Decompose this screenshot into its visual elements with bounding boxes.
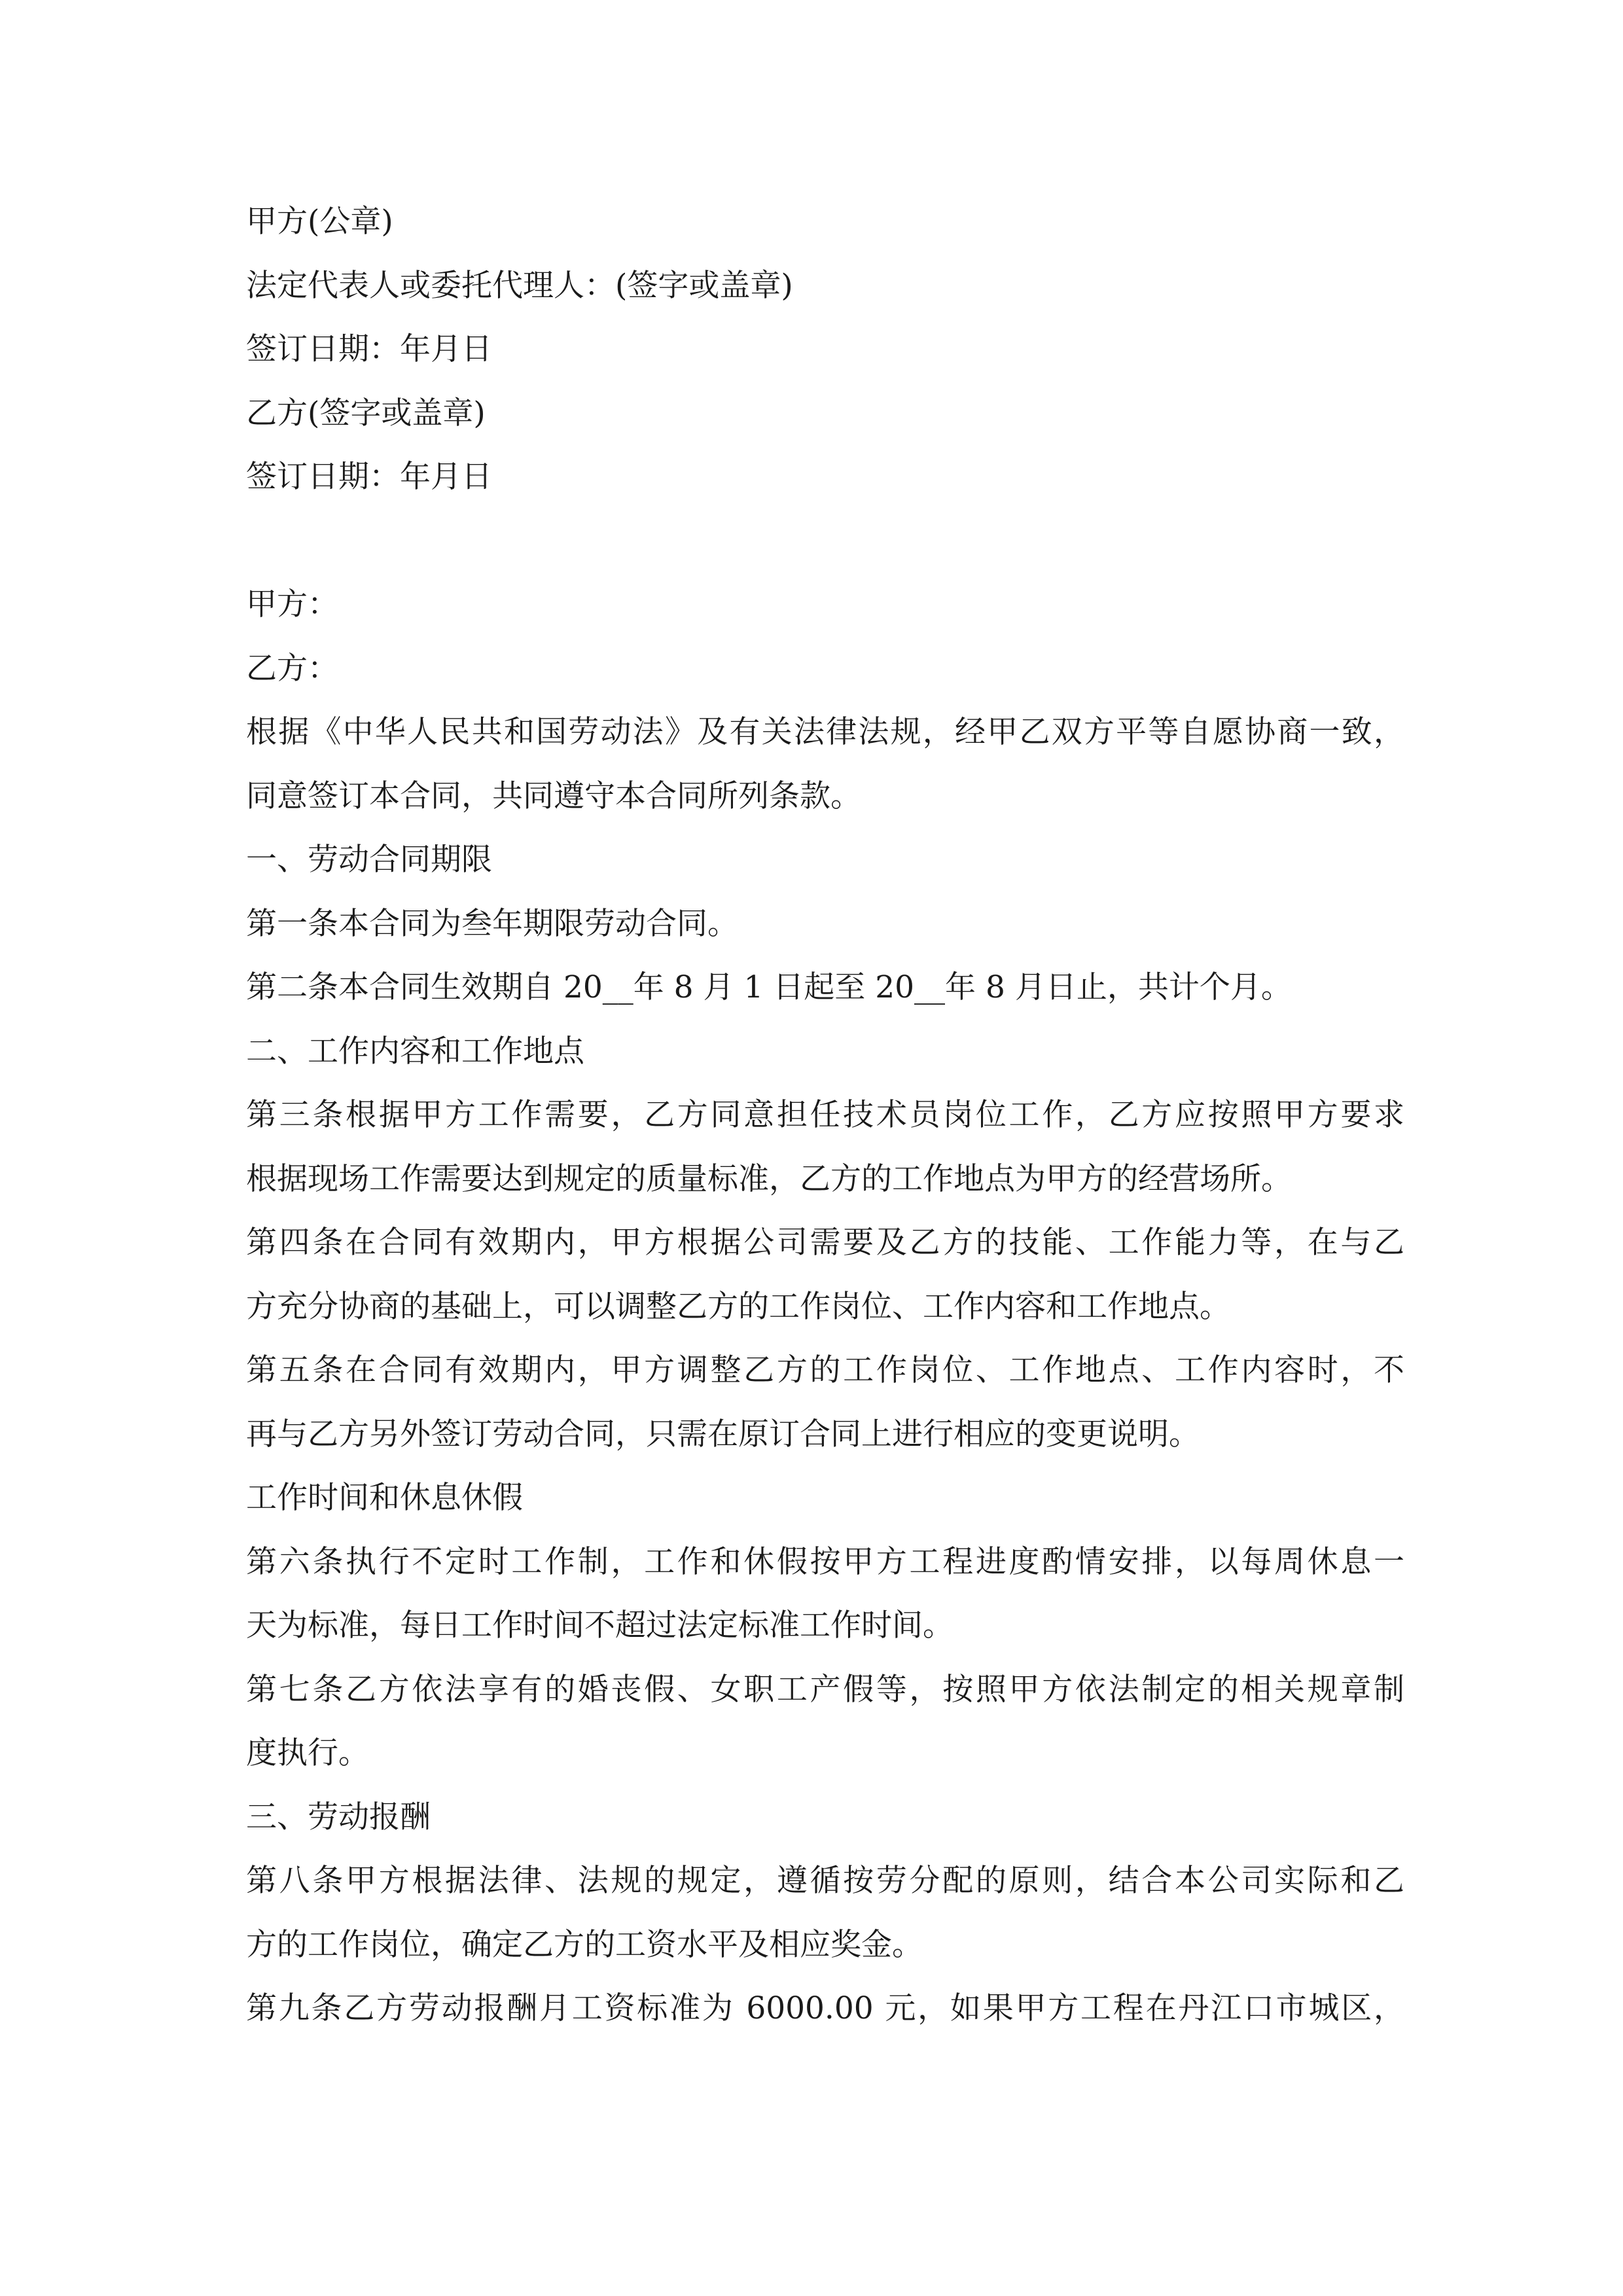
section-heading: 三、劳动报酬 [246, 1799, 431, 1835]
article-7-line: 第七条乙方依法享有的婚丧假、女职工产假等，按照甲方依法制定的相关规章制 [246, 1671, 1404, 1708]
article-4-line: 第四条在合同有效期内，甲方根据公司需要及乙方的技能、工作能力等，在与乙 [246, 1225, 1404, 1261]
section-heading: 二、工作内容和工作地点 [246, 1033, 584, 1069]
sign-date-a: 签订日期：年月日 [246, 331, 492, 367]
article-7-line: 度执行。 [246, 1735, 369, 1771]
article-5-line: 第五条在合同有效期内，甲方调整乙方的工作岗位、工作地点、工作内容时，不 [246, 1352, 1404, 1388]
section-heading: 一、劳动合同期限 [246, 842, 492, 878]
article-8-line: 第八条甲方根据法律、法规的规定，遵循按劳分配的原则，结合本公司实际和乙 [246, 1863, 1404, 1899]
preamble-line: 根据《中华人民共和国劳动法》及有关法律法规，经甲乙双方平等自愿协商一致， [246, 714, 1404, 750]
article-8-line: 方的工作岗位，确定乙方的工资水平及相应奖金。 [246, 1926, 923, 1963]
article-5-line: 再与乙方另外签订劳动合同，只需在原订合同上进行相应的变更说明。 [246, 1416, 1200, 1452]
article-6-line: 天为标准，每日工作时间不超过法定标准工作时间。 [246, 1607, 954, 1643]
article-3-line: 第三条根据甲方工作需要，乙方同意担任技术员岗位工作，乙方应按照甲方要求 [246, 1097, 1404, 1133]
party-a-label: 甲方： [246, 586, 338, 622]
article-2: 第二条本合同生效期自 20__年 8 月 1 日起至 20__年 8 月日止，共计个月。 [246, 969, 1292, 1005]
article-9-line: 第九条乙方劳动报酬月工资标准为 6000.00 元，如果甲方工程在丹江口市城区， [246, 1990, 1404, 2026]
section-heading: 工作时间和休息休假 [246, 1480, 523, 1516]
preamble-line: 同意签订本合同，共同遵守本合同所列条款。 [246, 778, 861, 814]
party-b-label: 乙方： [246, 650, 338, 687]
sign-date-b: 签订日期：年月日 [246, 459, 492, 495]
party-b-seal: 乙方(签字或盖章) [246, 395, 486, 431]
legal-representative-line: 法定代表人或委托代理人：(签字或盖章) [246, 267, 793, 304]
contract-text [246, 190, 1404, 2041]
blank-gap [246, 509, 1404, 573]
party-a-seal: 甲方(公章) [246, 204, 393, 240]
article-3-line: 根据现场工作需要达到规定的质量标准，乙方的工作地点为甲方的经营场所。 [246, 1160, 1292, 1197]
article-6-line: 第六条执行不定时工作制，工作和休假按甲方工程进度酌情安排，以每周休息一 [246, 1543, 1404, 1580]
article-4-line: 方充分协商的基础上，可以调整乙方的工作岗位、工作内容和工作地点。 [246, 1288, 1230, 1325]
article-1: 第一条本合同为叁年期限劳动合同。 [246, 905, 738, 942]
